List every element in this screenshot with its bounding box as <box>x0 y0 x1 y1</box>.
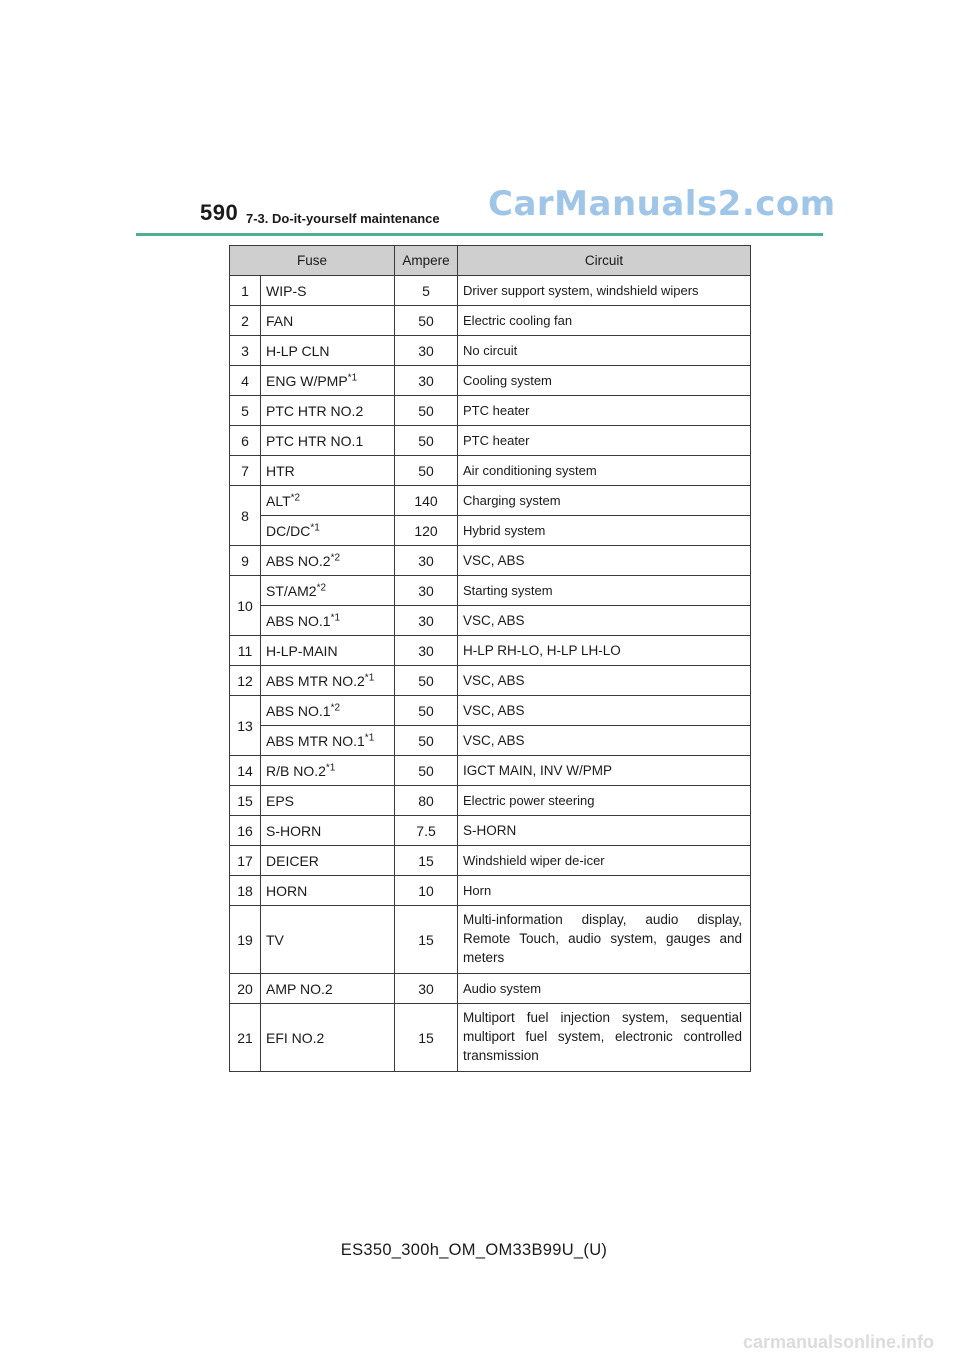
fuse-ampere: 50 <box>395 396 458 426</box>
fuse-ampere: 7.5 <box>395 816 458 846</box>
fuse-name <box>261 974 395 1004</box>
fuse-name-text: ALT <box>266 492 291 509</box>
fuse-circuit: Audio system <box>458 974 751 1004</box>
table-row <box>230 666 751 696</box>
footnote-marker: *1 <box>325 761 336 773</box>
fuse-number: 11 <box>230 636 261 666</box>
fuse-name-text: H-LP CLN <box>266 342 330 359</box>
fuse-ampere: 30 <box>395 366 458 396</box>
fuse-number: 7 <box>230 456 261 486</box>
fuse-circuit: VSC, ABS <box>458 696 751 726</box>
fuse-number: 21 <box>230 1004 261 1072</box>
fuse-number: 12 <box>230 666 261 696</box>
fuse-number: 10 <box>230 576 261 636</box>
bottom-watermark[interactable]: carmanualsonline.info <box>742 1332 934 1352</box>
fuse-circuit: S-HORN <box>458 816 751 846</box>
table-row <box>230 816 751 846</box>
fuse-circuit: Air conditioning system <box>458 456 751 486</box>
footnote-marker: *1 <box>310 521 320 533</box>
fuse-name <box>261 786 395 816</box>
fuse-circuit: Electric power steering <box>458 786 751 816</box>
fuse-name <box>261 906 395 974</box>
footnote-marker: *2 <box>316 581 327 593</box>
fuse-name <box>261 306 395 336</box>
fuse-circuit: Windshield wiper de-icer <box>458 846 751 876</box>
fuse-ampere: 120 <box>395 516 458 546</box>
column-header-ampere: Ampere <box>395 246 458 276</box>
fuse-ampere: 50 <box>395 696 458 726</box>
fuse-circuit: Multiport fuel injection system, sequential multiport fuel system, electronic controlled transmission <box>458 1004 751 1072</box>
table-row <box>230 306 751 336</box>
fuse-circuit: IGCT MAIN, INV W/PMP <box>458 756 751 786</box>
fuse-name <box>261 1004 395 1072</box>
fuse-name-text: HORN <box>266 882 308 899</box>
footnote-marker: *1 <box>364 731 375 743</box>
table-row <box>230 786 751 816</box>
footnote-marker: *2 <box>330 701 341 713</box>
fuse-number: 20 <box>230 974 261 1004</box>
fuse-number: 2 <box>230 306 261 336</box>
fuse-name <box>261 726 395 756</box>
fuse-ampere: 50 <box>395 666 458 696</box>
table-row <box>230 636 751 666</box>
fuse-number: 5 <box>230 396 261 426</box>
fuse-number: 13 <box>230 696 261 756</box>
footnote-marker: *1 <box>330 611 341 623</box>
fuse-ampere: 5 <box>395 276 458 306</box>
table-row <box>230 726 751 756</box>
table-row <box>230 696 751 726</box>
footer-model-code <box>0 1241 960 1260</box>
fuse-name <box>261 336 395 366</box>
fuse-name <box>261 636 395 666</box>
section-title: 7-3. Do-it-yourself maintenance <box>246 211 440 226</box>
table-row <box>230 846 751 876</box>
fuse-ampere: 140 <box>395 486 458 516</box>
fuse-circuit: Electric cooling fan <box>458 306 751 336</box>
fuse-number: 1 <box>230 276 261 306</box>
table-row <box>230 336 751 366</box>
fuse-ampere: 15 <box>395 906 458 974</box>
fuse-ampere: 30 <box>395 636 458 666</box>
fuse-number: 9 <box>230 546 261 576</box>
fuse-name-text: HTR <box>266 462 295 479</box>
fuse-name <box>261 366 395 396</box>
fuse-name-text: WIP-S <box>266 282 307 299</box>
table-row <box>230 906 751 974</box>
footnote-marker: *2 <box>330 551 341 563</box>
fuse-name <box>261 816 395 846</box>
fuse-ampere: 50 <box>395 306 458 336</box>
fuse-circuit: VSC, ABS <box>458 666 751 696</box>
fuse-name <box>261 666 395 696</box>
footnote-marker: *1 <box>347 371 358 383</box>
fuse-name-text: S-HORN <box>266 822 322 839</box>
fuse-name-text: ABS NO.1 <box>266 702 331 719</box>
fuse-name <box>261 576 395 606</box>
fuse-name-text: PTC HTR NO.2 <box>266 402 364 419</box>
table-row <box>230 756 751 786</box>
fuse-circuit: PTC heater <box>458 426 751 456</box>
fuse-name <box>261 426 395 456</box>
fuse-name-text: ABS NO.2 <box>266 552 331 569</box>
fuse-ampere: 80 <box>395 786 458 816</box>
fuse-circuit: H-LP RH-LO, H-LP LH-LO <box>458 636 751 666</box>
table-row <box>230 366 751 396</box>
page-number: 590 <box>200 200 239 225</box>
table-row <box>230 276 751 306</box>
table-row <box>230 974 751 1004</box>
fuse-name <box>261 756 395 786</box>
fuse-circuit: Hybrid system <box>458 516 751 546</box>
fuse-number: 6 <box>230 426 261 456</box>
fuse-name-text: ENG W/PMP <box>266 372 348 389</box>
fuse-name <box>261 276 395 306</box>
fuse-circuit: No circuit <box>458 336 751 366</box>
fuse-number: 15 <box>230 786 261 816</box>
fuse-circuit: PTC heater <box>458 396 751 426</box>
table-row <box>230 516 751 546</box>
fuse-ampere: 15 <box>395 846 458 876</box>
fuse-number: 4 <box>230 366 261 396</box>
fuse-circuit: Cooling system <box>458 366 751 396</box>
fuse-ampere: 30 <box>395 576 458 606</box>
fuse-circuit: Driver support system, windshield wipers <box>458 276 751 306</box>
column-header-fuse: Fuse <box>230 246 395 276</box>
fuse-circuit: Starting system <box>458 576 751 606</box>
fuse-name <box>261 846 395 876</box>
fuse-ampere: 50 <box>395 756 458 786</box>
watermark-logo[interactable]: CarManuals2.com <box>488 184 836 224</box>
fuse-name-text: H-LP-MAIN <box>266 642 338 659</box>
column-header-circuit: Circuit <box>458 246 751 276</box>
fuse-circuit: VSC, ABS <box>458 546 751 576</box>
fuse-name-text: ABS NO.1 <box>266 612 331 629</box>
fuse-name-text: AMP NO.2 <box>266 980 333 997</box>
fuse-ampere: 50 <box>395 726 458 756</box>
fuse-ampere: 30 <box>395 336 458 366</box>
fuse-number: 16 <box>230 816 261 846</box>
table-row <box>230 1004 751 1072</box>
fuse-name <box>261 876 395 906</box>
fuse-name-text: ABS MTR NO.1 <box>266 732 365 749</box>
fuse-number: 17 <box>230 846 261 876</box>
table-row <box>230 606 751 636</box>
fuse-number: 3 <box>230 336 261 366</box>
fuse-circuit: Horn <box>458 876 751 906</box>
fuse-number: 19 <box>230 906 261 974</box>
table-row <box>230 456 751 486</box>
fuse-name <box>261 396 395 426</box>
fuse-name <box>261 546 395 576</box>
fuse-circuit: Charging system <box>458 486 751 516</box>
table-header-row <box>230 246 751 276</box>
table-row <box>230 396 751 426</box>
fuse-name <box>261 606 395 636</box>
footer-text: ES350_300h_OM_OM33B99U_(U) <box>340 1241 608 1259</box>
table-row <box>230 576 751 606</box>
fuse-name-text: PTC HTR NO.1 <box>266 432 364 449</box>
table-row <box>230 546 751 576</box>
fuse-number: 18 <box>230 876 261 906</box>
fuse-name-text: DC/DC <box>266 522 311 539</box>
fuse-name-text: ABS MTR NO.2 <box>266 672 365 689</box>
fuse-ampere: 30 <box>395 606 458 636</box>
fuse-name-text: TV <box>266 931 284 948</box>
fuse-name <box>261 696 395 726</box>
fuse-ampere: 50 <box>395 456 458 486</box>
fuse-name-text: ST/AM2 <box>266 582 317 599</box>
fuse-number: 8 <box>230 486 261 546</box>
fuse-circuit: VSC, ABS <box>458 726 751 756</box>
fuse-name-text: DEICER <box>266 852 319 869</box>
fuse-ampere: 15 <box>395 1004 458 1072</box>
fuse-number: 14 <box>230 756 261 786</box>
fuse-circuit: VSC, ABS <box>458 606 751 636</box>
fuse-name-text: EFI NO.2 <box>266 1029 325 1046</box>
fuse-name-text: R/B NO.2 <box>266 762 326 779</box>
fuse-name <box>261 456 395 486</box>
fuse-name <box>261 516 395 546</box>
table-row <box>230 876 751 906</box>
table-row <box>230 486 751 516</box>
fuse-name-text: EPS <box>266 792 295 809</box>
fuse-ampere: 30 <box>395 974 458 1004</box>
footnote-marker: *2 <box>290 491 301 503</box>
fuse-ampere: 30 <box>395 546 458 576</box>
fuse-ampere: 50 <box>395 426 458 456</box>
footnote-marker: *1 <box>364 671 375 683</box>
fuse-name <box>261 486 395 516</box>
fuse-name-text: FAN <box>266 312 294 329</box>
fuse-circuit: Multi-information display, audio display, Remote Touch, audio system, gauges and meters <box>458 906 751 974</box>
table-row <box>230 426 751 456</box>
header-divider <box>136 233 823 236</box>
fuse-ampere: 10 <box>395 876 458 906</box>
fuse-table <box>229 245 751 1072</box>
